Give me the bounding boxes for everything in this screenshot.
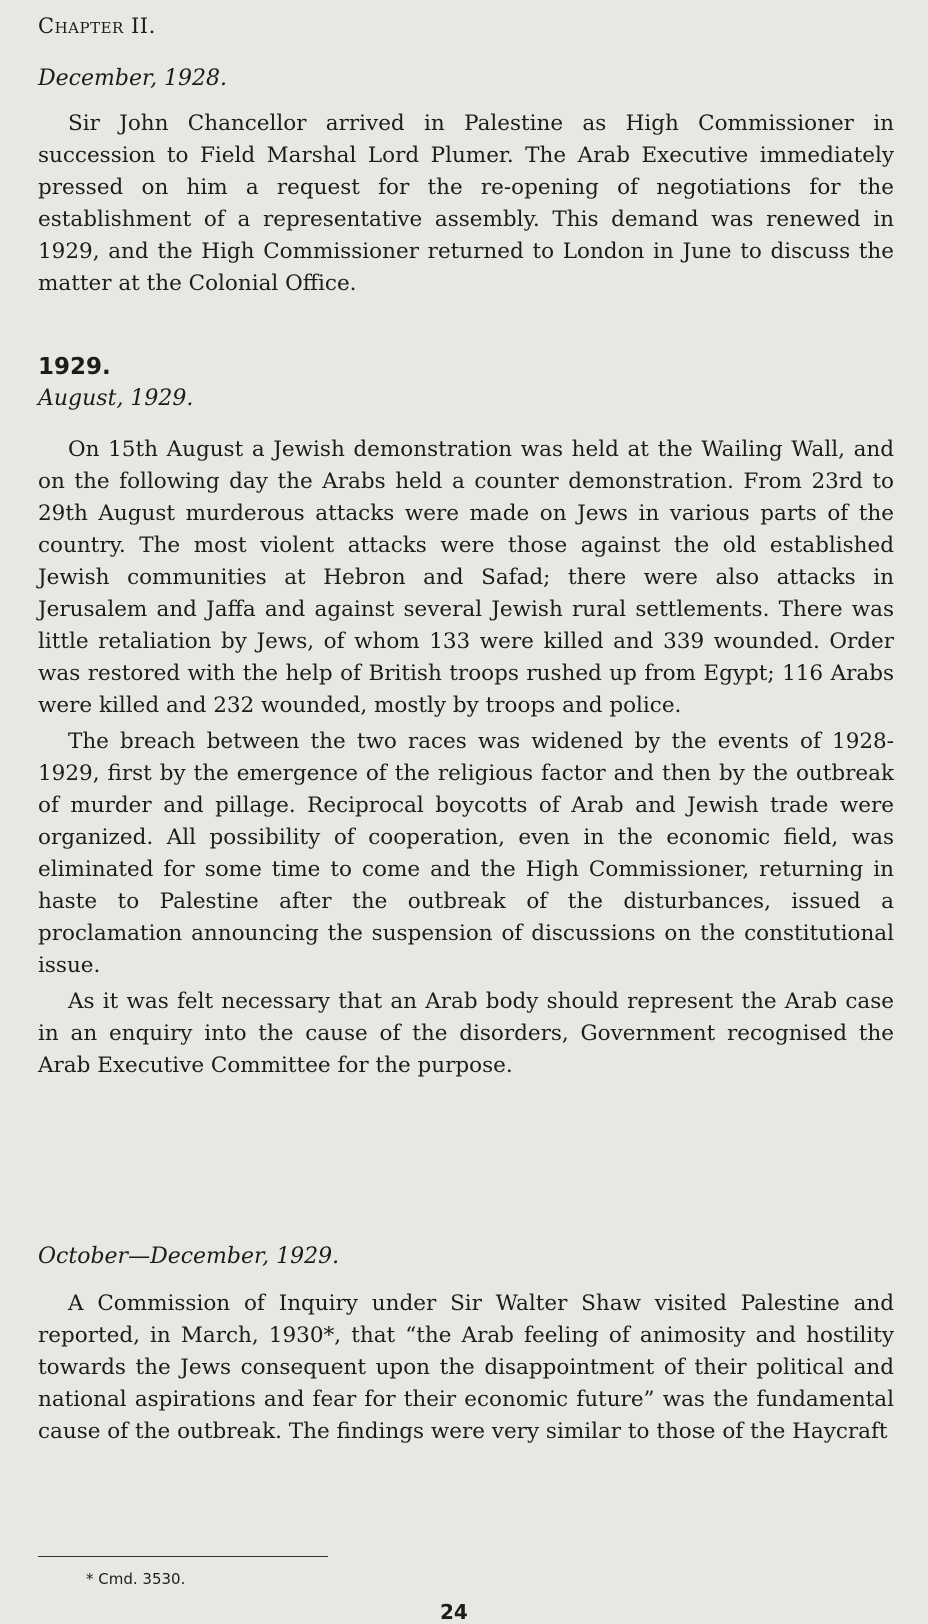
- footnote: * Cmd. 3530.: [86, 1570, 186, 1588]
- section-date-heading: August, 1929.: [38, 386, 194, 411]
- section-body: [38, 108, 894, 300]
- page-number: 24: [440, 1600, 468, 1624]
- section-date-heading: October—December, 1929.: [38, 1244, 340, 1269]
- section-body: [38, 434, 894, 1082]
- footnote-divider: [38, 1556, 328, 1557]
- paragraph: On 15th August a Jewish demonstration was held at the Wailing Wall, and on the following day the Arabs held a counter demonstration. From 23rd to 29th August murderous attacks were made on Jews in various parts of the country. The most violent attacks were those against the old established Jewish communities at Hebron and Safad; there were also attacks in Jerusalem and Jaffa and against several Jewish rural settlements. There was little retaliation by Jews, of whom 133 were killed and 339 wounded. Order was restored with the help of British troops rushed up from Egypt; 116 Arabs were killed and 232 wounded, mostly by troops and police.: [38, 437, 894, 718]
- year-heading: 1929.: [38, 354, 111, 380]
- chapter-heading: Chapter II.: [38, 14, 156, 38]
- paragraph: Sir John Chancellor arrived in Palestine as High Commissioner in succession to Field Marshal Lord Plumer. The Arab Executive immediately pressed on him a request for the re-opening of negotiations for the establishment of a representative assembly. This demand was renewed in 1929, and the High Commissioner returned to London in June to discuss the matter at the Colonial Office.: [38, 111, 894, 296]
- section-date-heading: December, 1928.: [38, 66, 228, 91]
- paragraph: The breach between the two races was widened by the events of 1928-1929, first by the emergence of the religious factor and then by the outbreak of murder and pillage. Reciprocal boycotts of Arab and Jewish trade were organized. All possibility of cooperation, even in the economic field, was eliminated for some time to come and the High Commissioner, returning in haste to Palestine after the outbreak of the disturbances, issued a proclamation announcing the suspension of discussions on the constitutional issue.: [38, 729, 894, 978]
- paragraph: As it was felt necessary that an Arab body should represent the Arab case in an enquiry into the cause of the disorders, Government recognised the Arab Executive Committee for the purpose.: [38, 989, 894, 1078]
- section-body: [38, 1288, 894, 1448]
- paragraph: A Commission of Inquiry under Sir Walter Shaw visited Palestine and reported, in March, 1930*, that “the Arab feeling of animosity and hostility towards the Jews consequent upon the disappointment of their political and national aspirations and fear for their economic future” was the fundamental cause of the outbreak. The findings were very similar to those of the Haycraft: [38, 1291, 894, 1444]
